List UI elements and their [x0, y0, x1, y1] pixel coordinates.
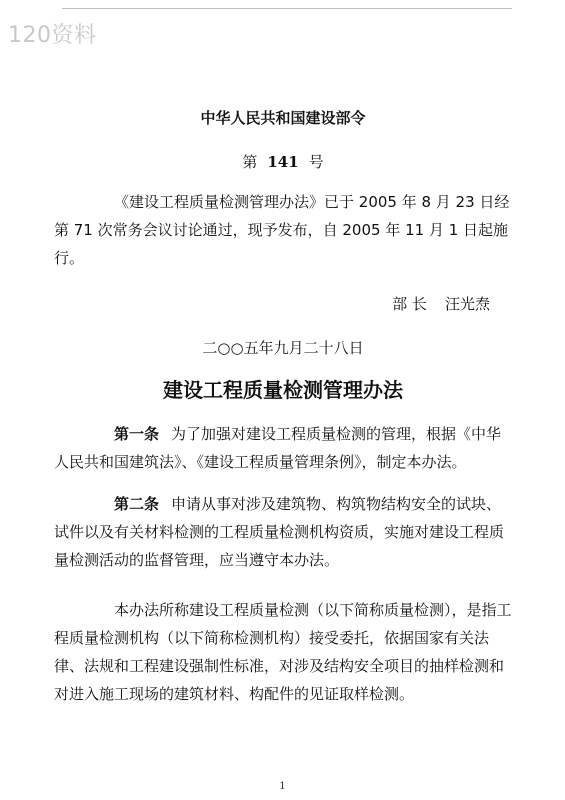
order-number-prefix: 第 [242, 153, 258, 171]
order-title: 中华人民共和国建设部令 [200, 109, 366, 127]
order-signature [54, 293, 512, 314]
order-number-suffix: 号 [308, 153, 324, 171]
order-body: 《建设工程质量检测管理办法》已于 2005 年 8 月 23 日经第 71 次常务会议讨论通过，现予发布，自 2005 年 11 月 1 日起施行。 [54, 193, 510, 267]
regulation-title: 建设工程质量检测管理办法 [163, 378, 403, 402]
watermark: 120资料 [8, 23, 97, 48]
article-1-text: 为了加强对建设工程质量检测的管理，根据《中华人民共和国建筑法》、《建设工程质量管理条例》，制定本办法。 [54, 425, 502, 471]
header-rule [62, 8, 512, 9]
article-2-paragraph: 本办法所称建设工程质量检测（以下简称质量检测），是指工程质量检测机构（以下简称检测机构）接受委托，依据国家有关法律、法规和工程建设强制性标准，对涉及结构安全项目的抽样检测和对进入施工现场的建筑材料、构配件的见证取样检测。 [54, 601, 512, 703]
article-2-text: 申请从事对涉及建筑物、构筑物结构安全的试块、试件以及有关材料检测的工程质量检测机构资质，实施对建设工程质量检测活动的监督管理，应当遵守本办法。 [54, 495, 505, 569]
article-2-label: 第二条 [114, 495, 160, 513]
article-2 [54, 490, 512, 574]
page-number: 1 [279, 781, 286, 792]
article-1-label: 第一条 [114, 425, 160, 443]
order-number-value: 141 [267, 153, 299, 171]
order-date: 二○○五年九月二十八日 [202, 339, 364, 357]
order-number [54, 151, 512, 172]
signer-name: 汪光焘 [444, 295, 490, 313]
signer-title: 部 长 [392, 295, 427, 313]
article-1 [54, 420, 512, 476]
